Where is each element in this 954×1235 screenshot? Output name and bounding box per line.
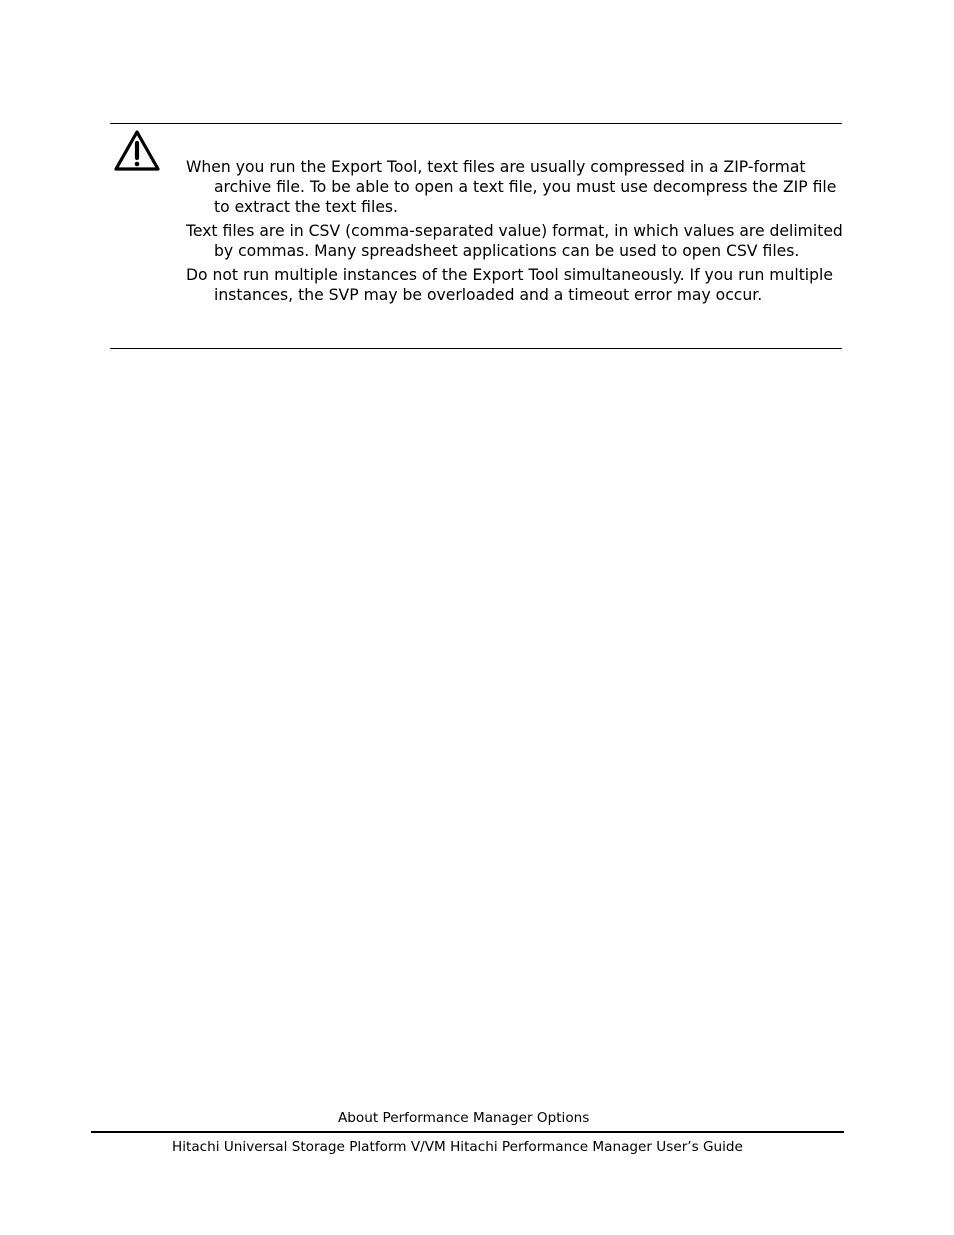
caution-item-csv: Text files are in CSV (comma-separated value) format, in which values are delimited by commas. Many spreadsheet applications can be used to open CSV files. [186,222,843,260]
caution-note [110,123,842,349]
warning-triangle-icon [113,129,161,173]
caution-item-instances: Do not run multiple instances of the Export Tool simultaneously. If you run multiple instances, the SVP may be overloaded and a timeout error may occur. [186,266,833,304]
footer-divider [91,1131,844,1133]
footer-section-title: About Performance Manager Options [338,1110,590,1126]
caution-item-zip: When you run the Export Tool, text files are usually compressed in a ZIP-format archive file. To be able to open a text file, you must use decompress the ZIP file to extract the text files. [186,158,837,216]
caution-list [186,157,846,309]
footer-document-title: Hitachi Universal Storage Platform V/VM Hitachi Performance Manager User’s Guide [172,1139,743,1155]
